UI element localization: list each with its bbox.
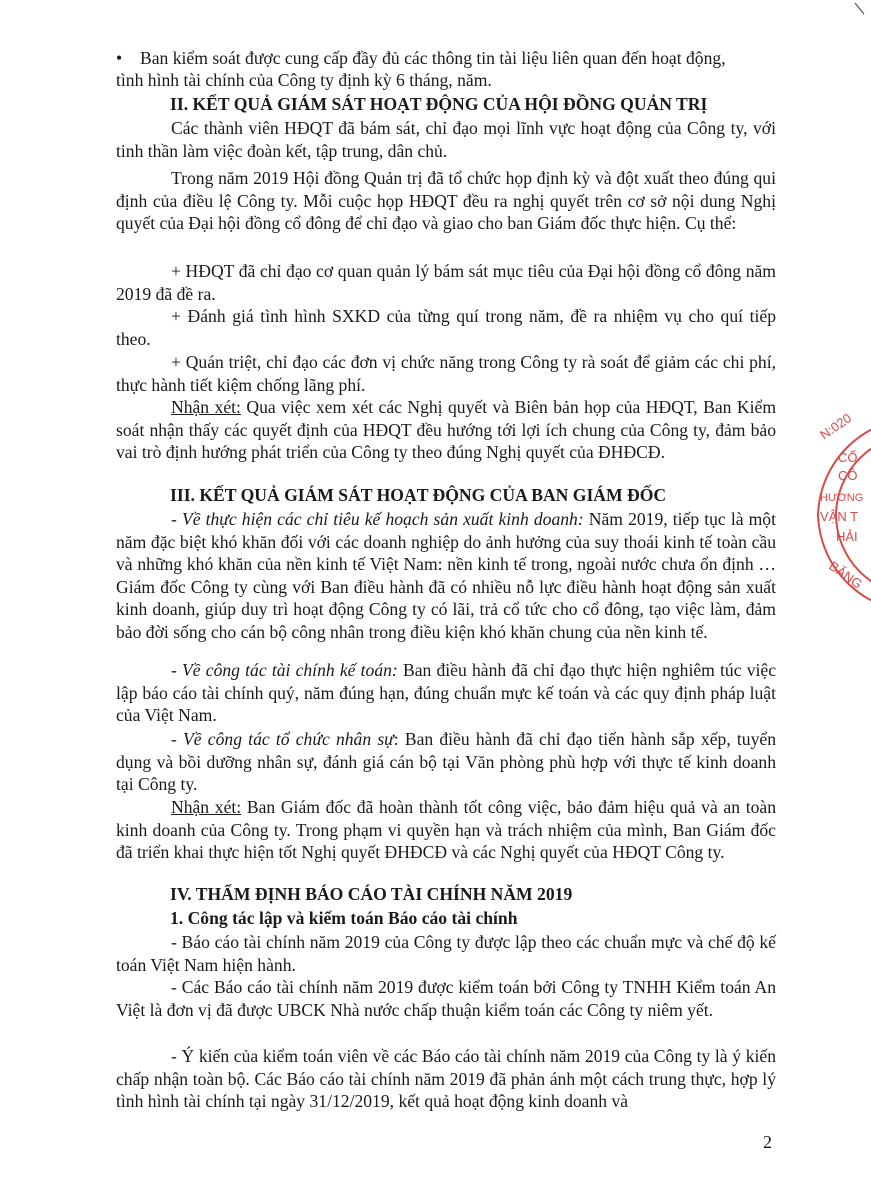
page-number: 2	[763, 1132, 772, 1152]
remark-label: Nhận xét:	[171, 797, 242, 817]
seal-text-line: CÔ	[838, 468, 858, 483]
bullet-line-1: Ban kiểm soát được cung cấp đầy đủ các thông tin tài liệu liên quan đến hoạt động,	[140, 48, 726, 68]
section-3-paragraph-3	[116, 728, 776, 796]
section-4-paragraph-3: - Ý kiến của kiểm toán viên về các Báo cáo tài chính năm 2019 của Công ty là ý kiến chấp nhận toàn bộ. Các Báo cáo tài chính năm 2019 đã phản ánh một cách trung thực, hợp lý tình hình tài chính tại ngày 31/12/2019, kết quả hoạt động kinh doanh và	[116, 1046, 776, 1111]
section-4-paragraph-1: - Báo cáo tài chính năm 2019 của Công ty được lập theo các chuẩn mực và chế độ kế toán Việt Nam hiện hành.	[116, 932, 776, 975]
paragraph-label: - Về công tác tài chính kế toán:	[171, 660, 398, 680]
paragraph-text: : Ban điều hành đã chỉ đạo tiến hành sắp xếp, tuyển dụng và bồi dưỡng nhân sự, đánh giá cán bộ tại Văn phòng phù hợp với thực tế kinh doanh tại Công ty.	[116, 729, 776, 794]
seal-text-line: VẬN T	[820, 509, 859, 524]
remark-label: Nhận xét:	[171, 397, 241, 417]
remark-text: Ban Giám đốc đã hoàn thành tốt công việc, bảo đảm hiệu quả và an toàn kinh doanh của Công ty. Trong phạm vi quyền hạn và trách nhiệm của mình, Ban Giám đốc đã triển khai thực hiện tốt Nghị quyết ĐHĐCĐ và các Nghị quyết của HĐQT Công ty.	[116, 797, 777, 862]
seal-text-line: HẢI	[836, 529, 858, 544]
section-4-subheading: 1. Công tác lập và kiểm toán Báo cáo tài chính	[170, 908, 518, 928]
section-2-remark	[116, 396, 776, 464]
section-2-paragraph-3: + HĐQT đã chỉ đạo cơ quan quản lý bám sát mục tiêu của Đại hội đồng cổ đông năm 2019 đã đề ra.	[116, 261, 776, 304]
section-3-paragraph-1	[116, 508, 776, 643]
section-4-heading: IV. THẨM ĐỊNH BÁO CÁO TÀI CHÍNH NĂM 2019	[170, 884, 573, 904]
company-seal-stamp	[806, 410, 871, 620]
seal-text-line: CỔ	[838, 450, 858, 465]
section-2-paragraph-4: + Đánh giá tình hình SXKD của từng quí trong năm, đề ra nhiệm vụ cho quí tiếp theo.	[116, 306, 776, 349]
section-2-paragraph-2: Trong năm 2019 Hội đồng Quản trị đã tổ chức họp định kỳ và đột xuất theo đúng qui định của điều lệ Công ty. Mỗi cuộc họp HĐQT đều ra nghị quyết trên cơ sở nội dung Nghị quyết của Đại hội đồng cổ đông để chỉ đạo và giao cho ban Giám đốc thực hiện. Cụ thể:	[116, 168, 776, 233]
section-3-paragraph-2	[116, 659, 776, 727]
bullet-dot: •	[116, 48, 123, 68]
section-3-remark	[116, 796, 776, 864]
bullet-item	[116, 47, 776, 70]
section-2-heading: II. KẾT QUẢ GIÁM SÁT HOẠT ĐỘNG CỦA HỘI ĐỒNG QUẢN TRỊ	[170, 94, 708, 114]
scan-corner-mark	[852, 0, 871, 20]
remark-text: Qua việc xem xét các Nghị quyết và Biên bản họp của HĐQT, Ban Kiểm soát nhận thấy các quyết định của HĐQT đều hướng tới lợi ích chung của Công ty, đảm bảo vai trò định hướng phát triển của Công ty theo đúng Nghị quyết của ĐHĐCĐ.	[116, 397, 776, 462]
section-2-paragraph-5: + Quán triệt, chỉ đạo các đơn vị chức năng trong Công ty rà soát để giảm các chi phí, thực hành tiết kiệm chống lãng phí.	[116, 352, 776, 395]
seal-text-line: HƯƠNG	[820, 492, 864, 504]
seal-text-line: BĂNG	[826, 558, 866, 592]
bullet-line-2: tình hình tài chính của Công ty định kỳ 6 tháng, năm.	[116, 70, 492, 90]
section-4-paragraph-2: - Các Báo cáo tài chính năm 2019 được kiểm toán bởi Công ty TNHH Kiểm toán An Việt là đơn vị đã được UBCK Nhà nước chấp thuận kiểm toán các Công ty niêm yết.	[116, 977, 776, 1020]
section-2-paragraph-1: Các thành viên HĐQT đã bám sát, chỉ đạo mọi lĩnh vực hoạt động của Công ty, với tinh thần làm việc đoàn kết, tập trung, dân chủ.	[116, 118, 776, 161]
paragraph-text: Ban điều hành đã chỉ đạo thực hiện nghiêm túc việc lập báo cáo tài chính quý, năm đúng hạn, đúng chuẩn mực kế toán và các quy định pháp luật của Việt Nam.	[116, 660, 776, 725]
paragraph-label: - Về công tác tổ chức nhân sự	[171, 729, 394, 749]
seal-text-line: N:020	[817, 410, 855, 443]
paragraph-label: - Về thực hiện các chỉ tiêu kế hoạch sản xuất kinh doanh:	[171, 509, 584, 529]
section-3-heading: III. KẾT QUẢ GIÁM SÁT HOẠT ĐỘNG CỦA BAN GIÁM ĐỐC	[170, 485, 667, 505]
paragraph-text: Năm 2019, tiếp tục là một năm đặc biệt khó khăn đối với các doanh nghiệp do ảnh hưởng của suy thoái kinh tế toàn cầu và những khó khăn của nền kinh tế Việt Nam: nền kinh tế trong, ngoài nước chưa ổn định … Giám đốc Công ty cùng với Ban điều hành đã có nhiều nỗ lực điều hành hoạt động sản xuất kinh doanh, giúp duy trì hoạt động Công ty có lãi, trả cổ tức cho cổ đông, tạo việc làm, đảm bảo đời sống cho cán bộ công nhân trong điều kiện khó khăn chung của nền kinh tế.	[116, 509, 776, 642]
